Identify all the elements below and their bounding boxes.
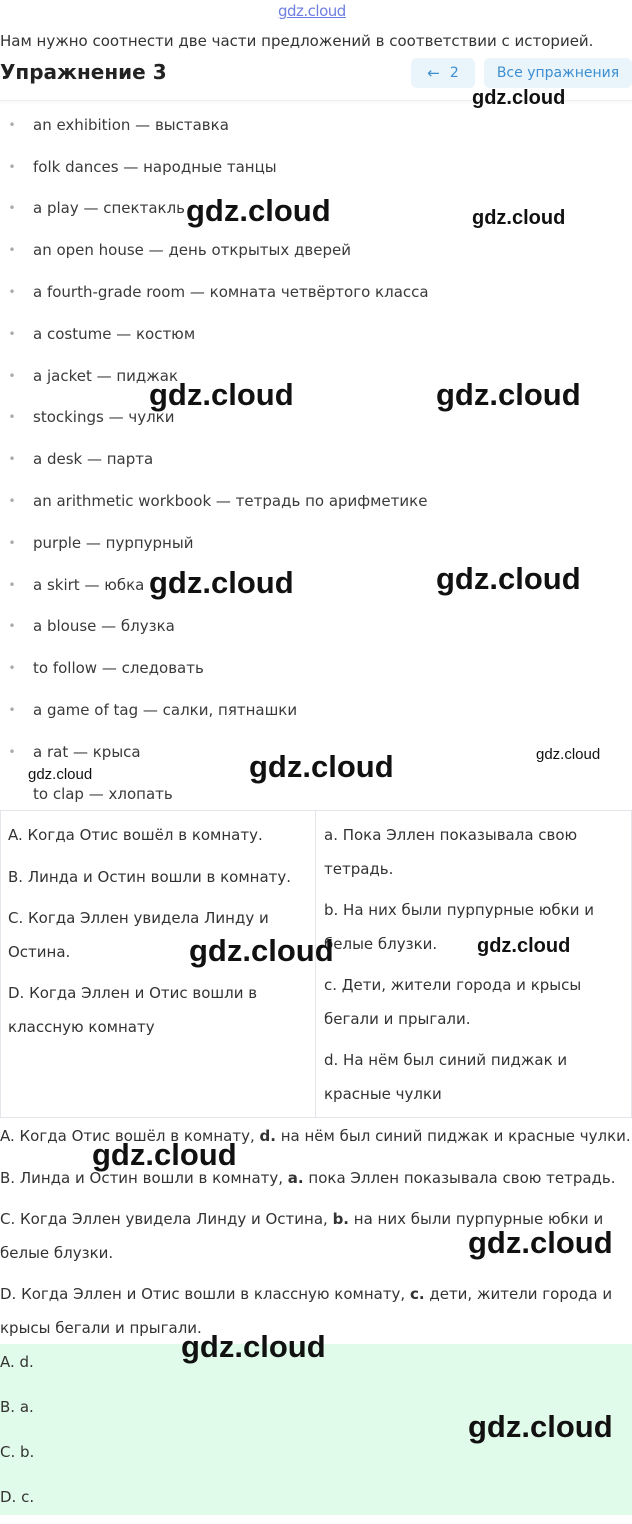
list-item bbox=[0, 146, 632, 188]
watermark: gdz.cloud bbox=[468, 1409, 613, 1444]
watermark: gdz.cloud bbox=[92, 1137, 237, 1172]
sentence-beginning: C. Когда Эллен увидела Линду и Остина. bbox=[8, 909, 269, 961]
bullet-icon: • bbox=[8, 410, 16, 425]
watermark: gdz.cloud bbox=[477, 935, 571, 957]
bullet-icon: • bbox=[8, 744, 16, 759]
sentence-endings-column bbox=[316, 811, 631, 1117]
vocab-text: a desk — парта bbox=[33, 450, 154, 469]
all-exercises-button[interactable]: Все упражнения bbox=[484, 58, 632, 88]
final-answer: A. d. bbox=[0, 1353, 34, 1371]
vocab-text: an exhibition — выставка bbox=[33, 115, 229, 134]
sentence-ending: c. Дети, жители города и крысы бегали и прыгали. bbox=[324, 976, 582, 1028]
vocab-text: a play — спектакль bbox=[33, 199, 186, 218]
sentence-start: C. Когда Эллен увидела Линду и Остина, bbox=[0, 1210, 333, 1228]
sentence-end: пока Эллен показывала свою тетрадь. bbox=[303, 1168, 616, 1187]
vocab-text: a jacket — пиджак bbox=[33, 366, 179, 385]
watermark: gdz.cloud bbox=[249, 749, 394, 784]
vocab-text: stockings — чулки bbox=[33, 408, 175, 427]
watermark: gdz.cloud bbox=[436, 561, 581, 596]
final-answer: B. a. bbox=[0, 1398, 34, 1416]
watermark: gdz.cloud bbox=[536, 746, 601, 763]
list-item bbox=[0, 606, 632, 648]
sentence-beginning: D. Когда Эллен и Отис вошли в классную комнату bbox=[8, 984, 258, 1036]
list-item bbox=[0, 313, 632, 355]
answer-letter: c. bbox=[409, 1285, 425, 1303]
bullet-icon: • bbox=[8, 117, 16, 132]
bullet-icon: • bbox=[8, 243, 16, 258]
bullet-icon: • bbox=[8, 159, 16, 174]
sentence-start: A. Когда Отис вошёл в комнату, bbox=[0, 1127, 260, 1145]
list-item bbox=[0, 271, 632, 313]
watermark: gdz.cloud bbox=[149, 377, 294, 412]
bullet-icon: • bbox=[8, 619, 16, 634]
list-item bbox=[0, 522, 632, 564]
site-watermark-link[interactable]: gdz.cloud bbox=[278, 2, 346, 20]
watermark: gdz.cloud bbox=[189, 933, 334, 968]
bullet-icon: • bbox=[8, 535, 16, 550]
vocab-text: a game of tag — салки, пятнашки bbox=[33, 701, 298, 720]
exercise-intro: Нам нужно соотнести две части предложений в соответствии с историей. bbox=[0, 32, 594, 50]
sentence-end: на них были пурпурные юбки и белые блузки. bbox=[0, 1210, 604, 1262]
arrow-left-icon: ← bbox=[427, 64, 440, 82]
sentence-beginning: A. Когда Отис вошёл в комнату. bbox=[8, 826, 263, 844]
list-item bbox=[0, 438, 632, 480]
vocab-text: a skirt — юбка bbox=[33, 575, 145, 594]
vocab-text: a costume — костюм bbox=[33, 324, 196, 343]
watermark: gdz.cloud bbox=[436, 377, 581, 412]
list-item bbox=[0, 689, 632, 731]
watermark: gdz.cloud bbox=[186, 193, 331, 228]
vocab-text: a blouse — блузка bbox=[33, 617, 175, 636]
bullet-icon: • bbox=[8, 703, 16, 718]
list-item bbox=[0, 647, 632, 689]
list-item bbox=[0, 104, 632, 146]
sentence-start: D. Когда Эллен и Отис вошли в классную комнату, bbox=[0, 1285, 410, 1303]
vocab-text: to follow — следовать bbox=[33, 659, 204, 678]
bullet-icon: • bbox=[8, 577, 16, 592]
bullet-icon: • bbox=[8, 285, 16, 300]
vocab-text: a rat — крыса bbox=[33, 742, 141, 761]
bullet-icon: • bbox=[8, 494, 16, 509]
bullet-icon: • bbox=[8, 661, 16, 676]
watermark: gdz.cloud bbox=[28, 766, 93, 783]
vocab-text: to clap — хлопать bbox=[33, 784, 173, 803]
sentence-end: на нём был синий пиджак и красные чулки. bbox=[275, 1127, 631, 1145]
sentence-beginning: B. Линда и Остин вошли в комнату. bbox=[8, 867, 292, 886]
bullet-icon: • bbox=[8, 326, 16, 341]
watermark: gdz.cloud bbox=[468, 1225, 613, 1260]
vocab-text: a fourth-grade room — комната четвёртого класса bbox=[33, 283, 429, 302]
prev-exercise-button[interactable] bbox=[411, 58, 475, 88]
answer-letter: b. bbox=[332, 1210, 349, 1228]
vocab-text: purple — пурпурный bbox=[33, 533, 194, 552]
watermark: gdz.cloud bbox=[149, 565, 294, 600]
answer-letter: d. bbox=[259, 1127, 276, 1145]
vocab-text: folk dances — народные танцы bbox=[33, 157, 277, 176]
sentence-end: дети, жители города и крысы бегали и прыгали. bbox=[0, 1285, 613, 1337]
final-answer: D. c. bbox=[0, 1488, 35, 1506]
bullet-icon: • bbox=[8, 368, 16, 383]
prev-exercise-label: 2 bbox=[449, 65, 459, 81]
watermark: gdz.cloud bbox=[472, 207, 566, 229]
watermark: gdz.cloud bbox=[472, 87, 566, 109]
sentence-ending: a. Пока Эллен показывала свою тетрадь. bbox=[324, 826, 578, 878]
list-item bbox=[0, 229, 632, 271]
watermark: gdz.cloud bbox=[181, 1329, 326, 1364]
list-item bbox=[0, 480, 632, 522]
sentence-start: B. Линда и Остин вошли в комнату, bbox=[0, 1168, 288, 1187]
sentence-ending: d. На нём был синий пиджак и красные чулки bbox=[324, 1051, 568, 1103]
answer-letter: a. bbox=[287, 1168, 304, 1187]
bullet-icon: • bbox=[8, 201, 16, 216]
bullet-icon: • bbox=[8, 452, 16, 467]
sentence-ending: b. На них были пурпурные юбки и белые блузки. bbox=[324, 901, 594, 953]
page-title: Упражнение 3 bbox=[0, 60, 167, 84]
vocab-text: an arithmetic workbook — тетрадь по арифметике bbox=[33, 492, 428, 511]
vocab-text: an open house — день открытых дверей bbox=[33, 241, 351, 260]
final-answer: C. b. bbox=[0, 1443, 35, 1461]
